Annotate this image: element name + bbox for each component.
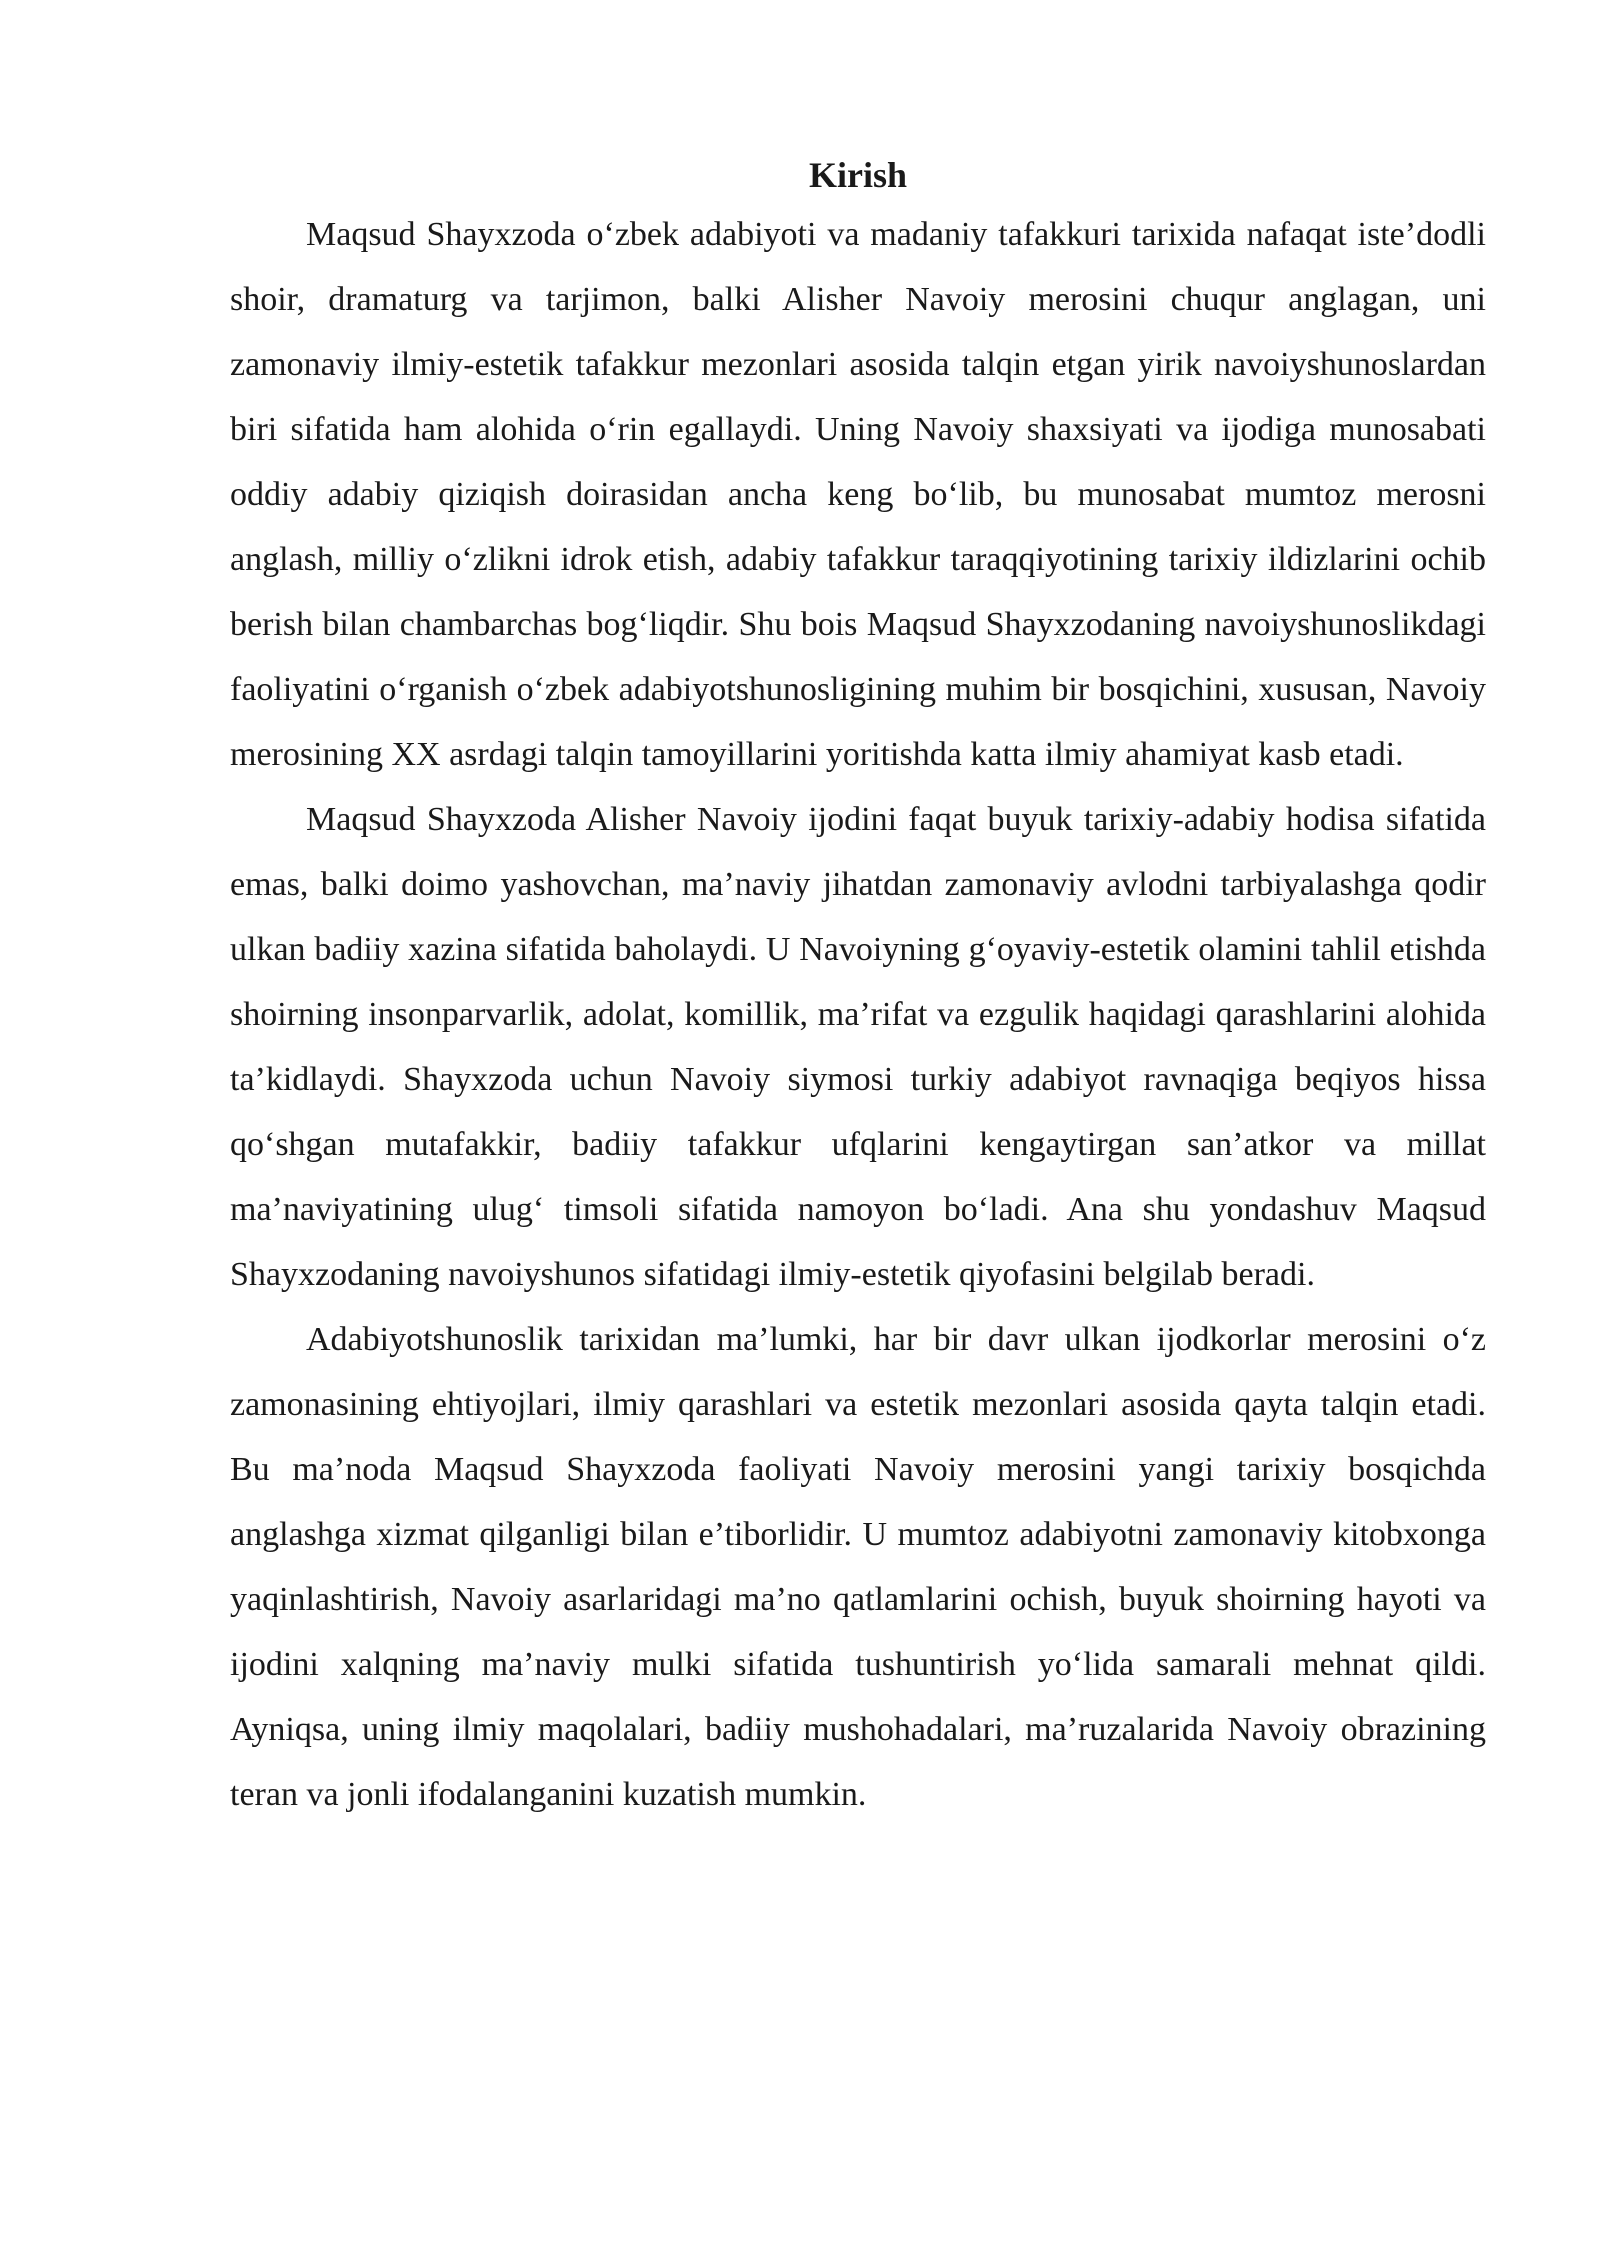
page-title: Kirish <box>808 155 907 195</box>
paragraph-2: Maqsud Shayxzoda Alisher Navoiy ijodini faqat buyuk tarixiy-adabiy hodisa sifatida emas, balki doimo yashovchan, ma’naviy jihatdan zamonaviy avlodni tarbiyalashga qodir ulkan badiiy xazina sifatida baholaydi. U Navoiyning g‘oyaviy-estetik olamini tahlil etishda shoirning insonparvarlik, adolat, komillik, ma’rifat va ezgulik haqidagi qarashlarini alohida ta’kidlaydi. Shayxzoda uchun Navoiy siymosi turkiy adabiyot ravnaqiga beqiyos hissa qo‘shgan mutafakkir, badiiy tafakkur ufqlarini kengaytirgan san’atkor va millat ma’naviyatining ulug‘ timsoli sifatida namoyon bo‘ladi. Ana shu yondashuv Maqsud Shayxzodaning navoiyshunos sifatidagi ilmiy-estetik qiyofasini belgilab beradi. <box>230 801 1486 1293</box>
paragraph-1: Maqsud Shayxzoda o‘zbek adabiyoti va madaniy tafakkuri tarixida nafaqat iste’dodli shoir, dramaturg va tarjimon, balki Alisher Navoiy merosini chuqur anglagan, uni zamonaviy ilmiy-estetik tafakkur mezonlari asosida talqin etgan yirik navoiyshunoslardan biri sifatida ham alohida o‘rin egallaydi. Uning Navoiy shaxsiyati va ijodiga munosabati oddiy adabiy qiziqish doirasidan ancha keng bo‘lib, bu munosabat mumtoz merosni anglash, milliy o‘zlikni idrok etish, adabiy tafakkur taraqqiyotining tarixiy ildizlarini ochib berish bilan chambarchas bog‘liqdir. Shu bois Maqsud Shayxzodaning navoiyshunoslikdagi faoliyatini o‘rganish o‘zbek adabiyotshunosligining muhim bir bosqichini, xususan, Navoiy merosining XX asrdagi talqin tamoyillarini yoritishda katta ilmiy ahamiyat kasb etadi. <box>230 216 1486 773</box>
paragraph-3: Adabiyotshunoslik tarixidan ma’lumki, har bir davr ulkan ijodkorlar merosini o‘z zamonasining ehtiyojlari, ilmiy qarashlari va estetik mezonlari asosida qayta talqin etadi. Bu ma’noda Maqsud Shayxzoda faoliyati Navoiy merosini yangi tarixiy bosqichda anglashga xizmat qilganligi bilan e’tiborlidir. U mumtoz adabiyotni zamonaviy kitobxonga yaqinlashtirish, Navoiy asarlaridagi ma’no qatlamlarini ochish, buyuk shoirning hayoti va ijodini xalqning ma’naviy mulki sifatida tushuntirish yo‘lida samarali mehnat qildi. Ayniqsa, uning ilmiy maqolalari, badiiy mushohadalari, ma’ruzalarida Navoiy obrazining teran va jonli ifodalanganini kuzatish mumkin. <box>230 1321 1486 1813</box>
document-page <box>230 150 1486 1827</box>
